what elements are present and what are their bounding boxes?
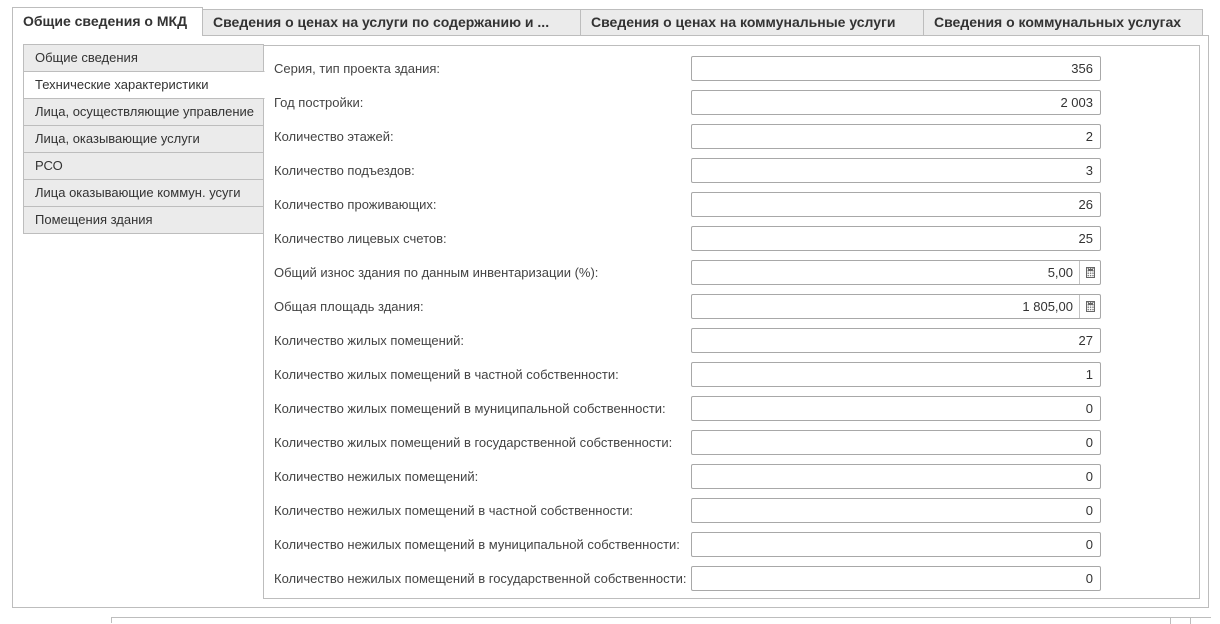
field-value: 26	[1078, 197, 1093, 212]
field-row-residents	[264, 192, 1199, 218]
calculator-button[interactable]	[1079, 295, 1100, 318]
field-row-nonresidential-municipal	[264, 532, 1199, 558]
field-label: Количество проживающих:	[274, 197, 437, 212]
field-label: Год постройки:	[274, 95, 364, 110]
field-value: 0	[1085, 435, 1093, 450]
field-value: 2	[1085, 129, 1093, 144]
field-value: 5,00	[1047, 265, 1073, 280]
field-label: Количество жилых помещений в муниципальной собственности:	[274, 401, 666, 416]
residential-state-input[interactable]	[691, 430, 1101, 455]
field-row-build-year	[264, 90, 1199, 116]
field-row-residential-municipal	[264, 396, 1199, 422]
field-label: Количество жилых помещений в государственной собственности:	[274, 435, 673, 450]
bottom-toolbar-edge	[111, 617, 1211, 623]
field-label: Количество этажей:	[274, 129, 394, 144]
residential-municipal-input[interactable]	[691, 396, 1101, 421]
field-row-project-series	[264, 56, 1199, 82]
field-value: 0	[1085, 401, 1093, 416]
field-label: Количество жилых помещений:	[274, 333, 464, 348]
field-row-residential-state	[264, 430, 1199, 456]
field-value: 0	[1085, 469, 1093, 484]
entrances-input[interactable]	[691, 158, 1101, 183]
field-label: Количество нежилых помещений:	[274, 469, 479, 484]
main-panel	[12, 35, 1209, 608]
personal-accounts-input[interactable]	[691, 226, 1101, 251]
floors-input[interactable]	[691, 124, 1101, 149]
field-value: 25	[1078, 231, 1093, 246]
field-row-residential-premises	[264, 328, 1199, 354]
residents-input[interactable]	[691, 192, 1101, 217]
field-label: Количество подъездов:	[274, 163, 415, 178]
tab-utility-prices[interactable]: Сведения о ценах на коммунальные услуги	[580, 9, 924, 36]
field-value: 2 003	[1060, 95, 1093, 110]
field-value: 356	[1071, 61, 1093, 76]
field-label: Серия, тип проекта здания:	[274, 61, 441, 76]
side-tab-utility-providers[interactable]: Лица оказывающие коммун. усуги	[23, 179, 264, 207]
side-tab-rso[interactable]: РСО	[23, 152, 264, 180]
nonresidential-municipal-input[interactable]	[691, 532, 1101, 557]
field-label: Количество жилых помещений в частной собственности:	[274, 367, 619, 382]
technical-characteristics-form	[263, 45, 1200, 599]
field-label: Общая площадь здания:	[274, 299, 424, 314]
field-row-wear	[264, 260, 1199, 286]
field-row-residential-private	[264, 362, 1199, 388]
field-value: 27	[1078, 333, 1093, 348]
wear-percent-input[interactable]	[691, 260, 1101, 285]
field-row-nonresidential-private	[264, 498, 1199, 524]
field-value: 0	[1085, 503, 1093, 518]
field-row-total-area	[264, 294, 1199, 320]
calculator-button[interactable]	[1079, 261, 1100, 284]
nonresidential-premises-input[interactable]	[691, 464, 1101, 489]
tab-utility-services[interactable]: Сведения о коммунальных услугах	[923, 9, 1203, 36]
side-tab-building-premises[interactable]: Помещения здания	[23, 206, 264, 234]
field-value: 3	[1085, 163, 1093, 178]
field-value: 1 805,00	[1022, 299, 1073, 314]
build-year-input[interactable]	[691, 90, 1101, 115]
calculator-icon	[1086, 267, 1095, 278]
side-tab-technical[interactable]: Технические характеристики	[23, 71, 265, 99]
tab-general-info-mkd[interactable]: Общие сведения о МКД	[12, 7, 203, 36]
side-tab-general[interactable]: Общие сведения	[23, 44, 264, 72]
side-tab-list	[23, 44, 264, 233]
divider	[1190, 618, 1191, 624]
field-value: 0	[1085, 571, 1093, 586]
field-label: Количество нежилых помещений в муниципальной собственности:	[274, 537, 680, 552]
divider	[1170, 618, 1171, 624]
field-row-floors	[264, 124, 1199, 150]
field-row-nonresidential-premises	[264, 464, 1199, 490]
side-tab-service-providers[interactable]: Лица, оказывающие услуги	[23, 125, 264, 153]
project-series-input[interactable]	[691, 56, 1101, 81]
side-tab-management[interactable]: Лица, осуществляющие управление	[23, 98, 264, 126]
field-label: Количество лицевых счетов:	[274, 231, 447, 246]
field-row-nonresidential-state	[264, 566, 1199, 592]
field-value: 1	[1085, 367, 1093, 382]
residential-private-input[interactable]	[691, 362, 1101, 387]
field-label: Общий износ здания по данным инвентаризации (%):	[274, 265, 599, 280]
total-area-input[interactable]	[691, 294, 1101, 319]
nonresidential-private-input[interactable]	[691, 498, 1101, 523]
field-row-entrances	[264, 158, 1199, 184]
field-row-personal-accounts	[264, 226, 1199, 252]
field-label: Количество нежилых помещений в государственной собственности:	[274, 571, 687, 586]
calculator-icon	[1086, 301, 1095, 312]
field-label: Количество нежилых помещений в частной собственности:	[274, 503, 634, 518]
field-value: 0	[1085, 537, 1093, 552]
tab-service-prices[interactable]: Сведения о ценах на услуги по содержанию и ...	[202, 9, 581, 36]
nonresidential-state-input[interactable]	[691, 566, 1101, 591]
top-tab-bar	[12, 8, 1202, 36]
residential-premises-input[interactable]	[691, 328, 1101, 353]
